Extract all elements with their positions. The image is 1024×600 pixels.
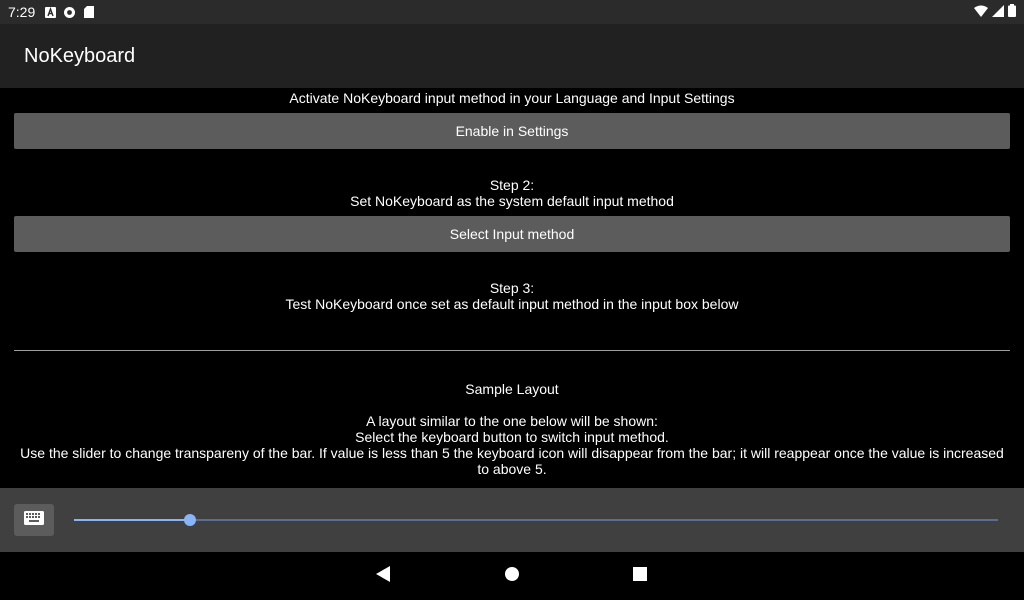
step3-title: Step 3: — [489, 280, 535, 296]
app-title: NoKeyboard — [24, 44, 136, 67]
sample-bar — [0, 488, 1024, 552]
keyboard-icon — [24, 511, 44, 530]
step3-text: Test NoKeyboard once set as default input method in the input box below — [285, 296, 739, 312]
sample-line-1: A layout similar to the one below will be shown: — [366, 413, 658, 429]
step2-text: Set NoKeyboard as the system default input method — [350, 193, 674, 209]
keyboard-button[interactable] — [14, 504, 54, 536]
step1-text: Activate NoKeyboard input method in your Language and Input Settings — [289, 90, 735, 106]
home-icon — [505, 567, 519, 586]
android-icon — [64, 7, 75, 18]
divider — [14, 350, 1010, 351]
slider-thumb[interactable] — [184, 514, 196, 526]
enable-in-settings-button[interactable]: Enable in Settings — [14, 113, 1010, 149]
step2-title: Step 2: — [489, 177, 535, 193]
select-input-method-button[interactable]: Select Input method — [14, 216, 1010, 252]
sd-card-icon — [83, 7, 94, 18]
recents-icon — [633, 567, 647, 586]
notification-icons — [45, 7, 94, 18]
signal-icon — [992, 4, 1004, 20]
back-icon — [375, 566, 391, 587]
navigation-bar — [0, 552, 1024, 600]
a-icon — [45, 7, 56, 18]
instructions-content[interactable] — [0, 88, 1024, 488]
back-button[interactable] — [371, 564, 395, 588]
transparency-slider[interactable] — [74, 512, 998, 528]
sample-layout-title: Sample Layout — [465, 381, 559, 397]
wifi-icon — [974, 4, 988, 20]
slider-fill — [74, 519, 190, 521]
status-time: 7:29 — [8, 4, 36, 20]
system-icons — [974, 4, 1016, 20]
app-bar — [0, 24, 1024, 88]
home-button[interactable] — [500, 564, 524, 588]
recents-button[interactable] — [628, 564, 652, 588]
slider-track — [74, 519, 998, 521]
sample-line-3: Use the slider to change transpareny of the bar. If value is less than 5 the keyboard icon will disappear from the bar; it will reappear once the value is increased to above 5. — [20, 445, 1004, 477]
status-bar — [0, 0, 1024, 24]
sample-line-2: Select the keyboard button to switch input method. — [355, 429, 669, 445]
battery-icon — [1008, 4, 1016, 20]
